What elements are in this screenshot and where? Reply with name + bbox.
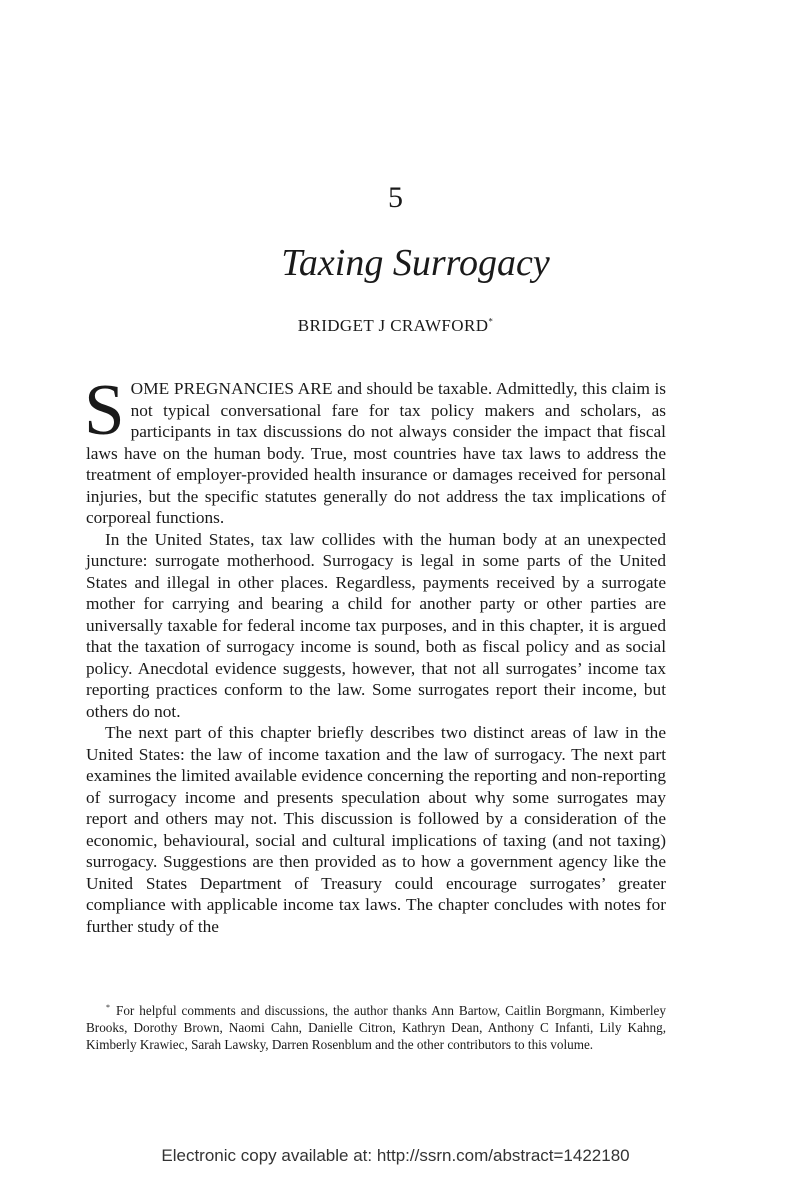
footnote-mark: *	[106, 1002, 110, 1012]
lead-in-caps: OME PREGNANCIES ARE	[130, 379, 333, 398]
ssrn-footer: Electronic copy available at: http://ssrn.com/abstract=1422180	[161, 1146, 630, 1165]
drop-cap: S	[84, 369, 125, 450]
chapter-body	[84, 369, 666, 937]
chapter-number: 5	[388, 181, 403, 214]
author-name: BRIDGET J CRAWFORD	[297, 316, 489, 335]
author-footnote-mark: *	[488, 316, 494, 327]
body-paragraph-3: The next part of this chapter briefly describes two distinct areas of law in the United States: the law of income taxation and the law of surrogacy. The next part examines the limited available evidence concerning the reporting and non-reporting of surrogacy income and presents speculation about why some surrogates may report and others may not. This discussion is followed by a consideration of the economic, behavioural, social and cultural implications of taxing (and not taxing) surrogacy. Suggestions are then provided as to how a government agency like the United States Department of Treasury could encourage surrogates’ greater compliance with applicable income tax laws. The chapter concludes with notes for further study of the	[86, 723, 666, 936]
body-paragraph-1	[84, 369, 666, 529]
footnote-text: For helpful comments and discussions, the author thanks Ann Bartow, Caitlin Borgmann, Kimberley Brooks, Dorothy Brown, Naomi Cahn, Danielle Citron, Kathryn Dean, Anthony C Infanti, Lily Kahng, Kimberly Krawiec, Sarah Lawsky, Darren Rosenblum and the other contributors to this volume.	[86, 1003, 666, 1052]
body-paragraph-2: In the United States, tax law collides with the human body at an unexpected juncture: surrogate motherhood. Surrogacy is legal in some parts of the United States and illegal in other places. Regardless, payments received by a surrogate mother for carrying and bearing a child for another party or other parties are universally taxable for federal income tax purposes, and in this chapter, it is argued that the taxation of surrogacy income is sound, both as fiscal policy and as social policy. Anecdotal evidence suggests, however, that not all surrogates’ income tax reporting practices conform to the law. Some surrogates report their income, but others do not.	[86, 529, 666, 721]
chapter-title: Taxing Surrogacy	[281, 242, 550, 284]
footnote	[86, 1002, 666, 1053]
author-line	[0, 314, 791, 338]
paragraph-1-text: and should be taxable. Admittedly, this claim is not typical conversational fare for tax policy makers and scholars, as participants in tax discussions do not always consider the impact that fiscal laws have on the human body. True, most countries have tax laws to address the treatment of employer-provided health insurance or damages received for personal injuries, but the specific statutes generally do not address the tax implications of corporeal functions.	[86, 379, 666, 527]
